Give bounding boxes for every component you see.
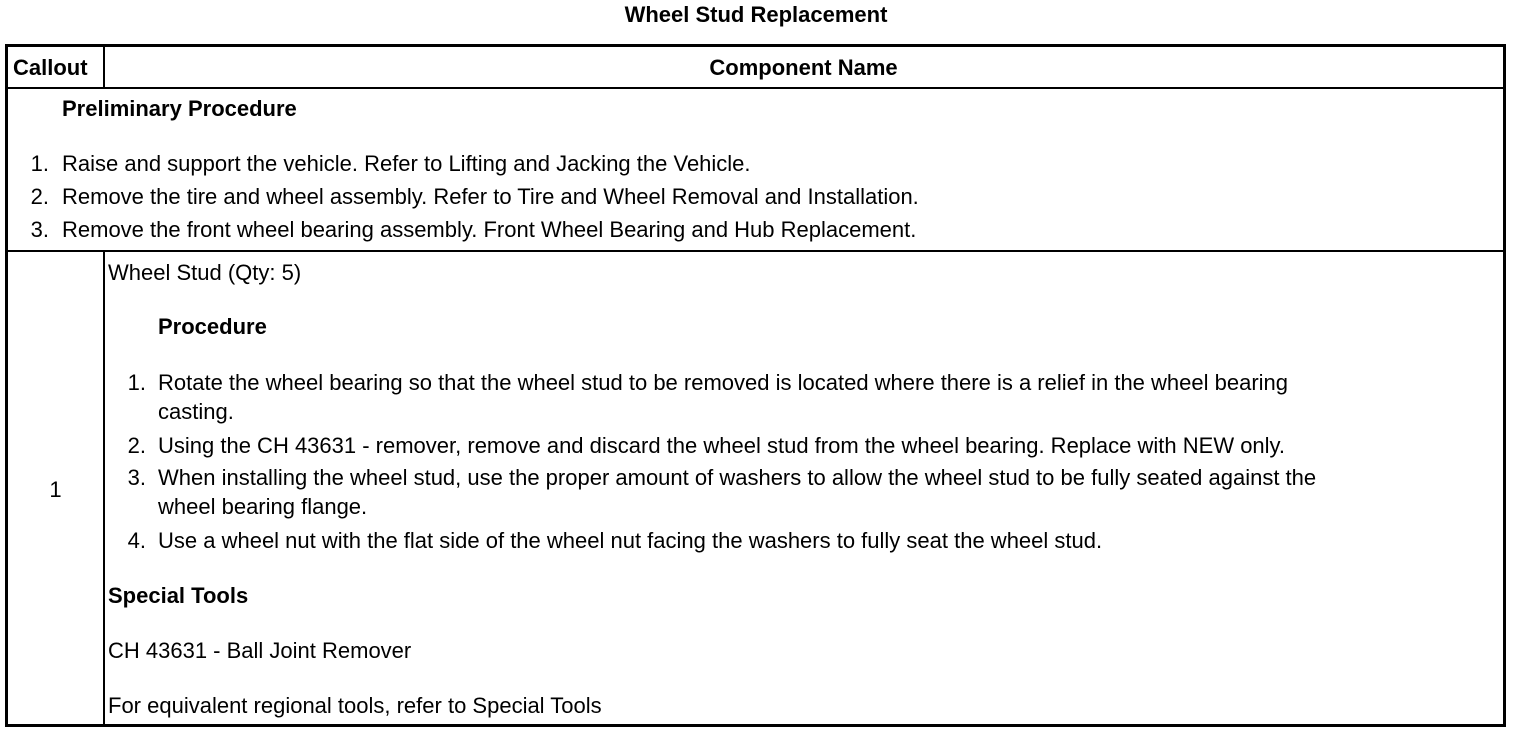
step-text: Raise and support the vehicle. Refer to Lifting and Jacking the Vehicle. bbox=[62, 151, 751, 176]
step-number: 4. bbox=[127, 528, 146, 553]
step-line: Using the CH 43631 - remover, remove and discard the wheel stud from the wheel bearing. Replace with NEW only. bbox=[158, 433, 1286, 458]
procedure-heading: Procedure bbox=[158, 314, 267, 339]
callout-number: 1 bbox=[49, 477, 62, 502]
step-text: Remove the front wheel bearing assembly. Front Wheel Bearing and Hub Replacement. bbox=[62, 217, 917, 242]
step-number: 1. bbox=[30, 151, 49, 176]
step-line: wheel bearing flange. bbox=[158, 494, 368, 519]
step-line: Use a wheel nut with the flat side of the wheel nut facing the washers to fully seat the wheel stud. bbox=[158, 528, 1103, 553]
special-tool-item: CH 43631 - Ball Joint Remover bbox=[108, 638, 412, 663]
component-name-header: Component Name bbox=[709, 55, 898, 80]
step-text: Remove the tire and wheel assembly. Refer to Tire and Wheel Removal and Installation. bbox=[62, 184, 919, 209]
component-table bbox=[5, 44, 1506, 727]
regional-tools-note: For equivalent regional tools, refer to Special Tools bbox=[108, 693, 602, 718]
step-number: 2. bbox=[127, 433, 146, 458]
step-number: 3. bbox=[127, 465, 146, 490]
step-number: 3. bbox=[30, 217, 49, 242]
row-column-divider bbox=[103, 251, 105, 727]
step-line: Rotate the wheel bearing so that the wheel stud to be removed is located where there is a relief in the wheel bearing bbox=[158, 370, 1289, 395]
preliminary-heading: Preliminary Procedure bbox=[62, 96, 297, 121]
component-name: Wheel Stud (Qty: 5) bbox=[108, 260, 302, 285]
step-line: When installing the wheel stud, use the proper amount of washers to allow the wheel stud to be fully seated against the bbox=[158, 465, 1317, 490]
document-title: Wheel Stud Replacement bbox=[624, 2, 888, 27]
special-tools-heading: Special Tools bbox=[108, 583, 249, 608]
step-number: 2. bbox=[30, 184, 49, 209]
header-row-divider bbox=[8, 87, 1503, 89]
step-line: casting. bbox=[158, 399, 234, 424]
preliminary-row-divider bbox=[8, 250, 1503, 252]
callout-header: Callout bbox=[13, 55, 88, 80]
step-number: 1. bbox=[127, 370, 146, 395]
